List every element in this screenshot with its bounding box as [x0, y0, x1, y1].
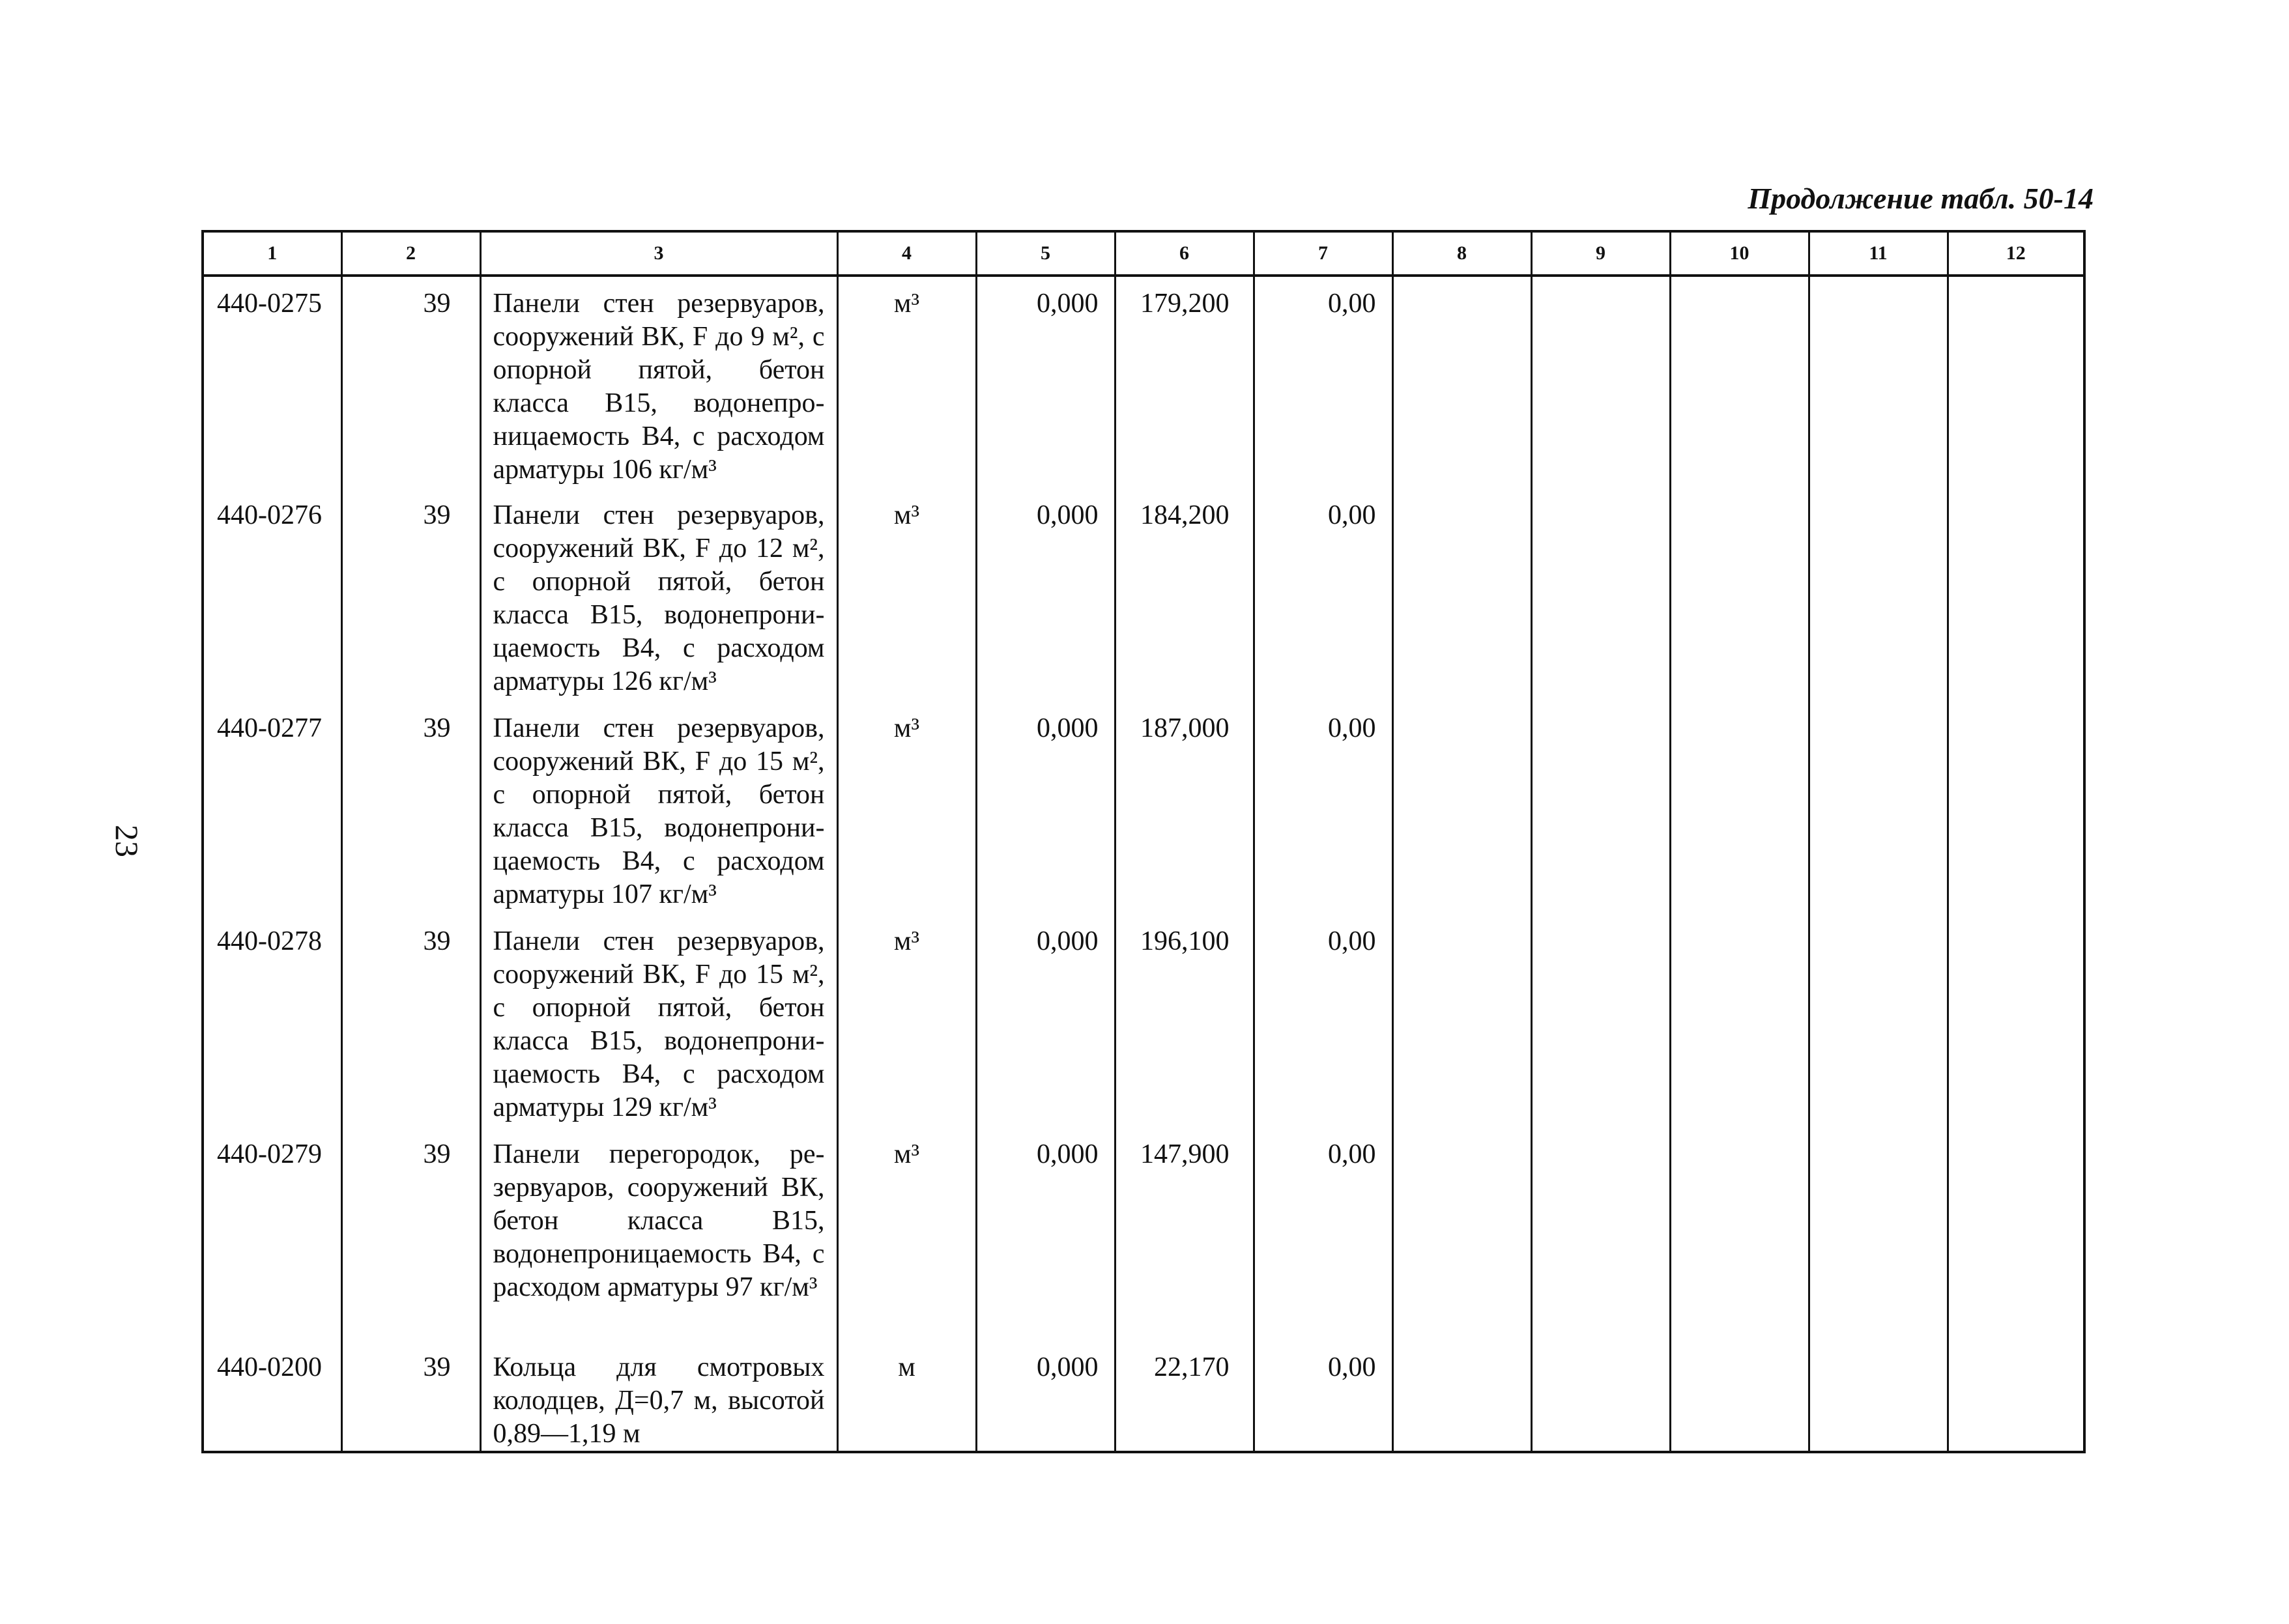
- column-header-9: 9: [1531, 231, 1670, 276]
- cell-col10: [1670, 1341, 1809, 1452]
- cell-description: Панели стен резервуаров, сооружений ВК, F до 15 м², с опорной пятой, бетон класса В15, водонепроницаемость В4, с расходом арматуры 107 кг/м³: [480, 702, 837, 915]
- cell-col5: 0,000: [976, 702, 1115, 915]
- table-row: [203, 915, 2084, 1128]
- cell-group: 39: [341, 1341, 480, 1452]
- column-header-6: 6: [1115, 231, 1254, 276]
- cell-col6: 184,200: [1115, 489, 1254, 702]
- cell-col9: [1531, 915, 1670, 1128]
- cell-unit: м³: [837, 915, 976, 1128]
- column-header-10: 10: [1670, 231, 1809, 276]
- table-row: [203, 1341, 2084, 1452]
- cell-col9: [1531, 276, 1670, 489]
- cell-col5: 0,000: [976, 489, 1115, 702]
- cell-col7: 0,00: [1254, 489, 1392, 702]
- cell-unit: м³: [837, 1128, 976, 1341]
- cell-col6: 187,000: [1115, 702, 1254, 915]
- cell-code: 440-0275: [203, 276, 341, 489]
- cell-description: Панели стен резервуаров, сооружений ВК, F до 15 м², с опорной пятой, бетон класса В15, водонепроницаемость В4, с расходом арматуры 129 кг/м³: [480, 915, 837, 1128]
- cell-col9: [1531, 702, 1670, 915]
- cell-code: 440-0200: [203, 1341, 341, 1452]
- cell-col9: [1531, 1341, 1670, 1452]
- cell-code: 440-0279: [203, 1128, 341, 1341]
- cell-col11: [1809, 276, 1948, 489]
- cell-col11: [1809, 1128, 1948, 1341]
- cell-description: Панели перегородок, резервуаров, сооружений ВК, бетон класса В15, водонепроницаемость В4, с расходом арматуры 97 кг/м³: [480, 1128, 837, 1341]
- table-caption: Продолжение табл. 50-14: [1748, 182, 2094, 215]
- cell-col10: [1670, 702, 1809, 915]
- cell-group: 39: [341, 489, 480, 702]
- cell-col10: [1670, 915, 1809, 1128]
- header-row: [203, 231, 2084, 276]
- cell-col6: 179,200: [1115, 276, 1254, 489]
- cell-col6: 196,100: [1115, 915, 1254, 1128]
- cell-col8: [1392, 276, 1531, 489]
- cell-group: 39: [341, 915, 480, 1128]
- column-header-12: 12: [1948, 231, 2084, 276]
- cell-unit: м³: [837, 276, 976, 489]
- column-header-2: 2: [341, 231, 480, 276]
- cell-col11: [1809, 489, 1948, 702]
- cell-unit: м³: [837, 489, 976, 702]
- cell-col7: 0,00: [1254, 276, 1392, 489]
- cell-col6: 147,900: [1115, 1128, 1254, 1341]
- table-row: [203, 1128, 2084, 1341]
- column-header-7: 7: [1254, 231, 1392, 276]
- cell-col10: [1670, 276, 1809, 489]
- column-header-11: 11: [1809, 231, 1948, 276]
- cell-code: 440-0277: [203, 702, 341, 915]
- cell-col8: [1392, 489, 1531, 702]
- cell-description: Панели стен резервуаров, сооружений ВК, F до 12 м², с опорной пятой, бетон класса В15, водонепроницаемость В4, с расходом арматуры 126 кг/м³: [480, 489, 837, 702]
- cell-col8: [1392, 702, 1531, 915]
- cell-col12: [1948, 1341, 2084, 1452]
- cell-description: Кольца для смотровых колодцев, Д=0,7 м, высотой 0,89—1,19 м: [480, 1341, 837, 1452]
- column-header-5: 5: [976, 231, 1115, 276]
- cell-col11: [1809, 1341, 1948, 1452]
- cell-col5: 0,000: [976, 1128, 1115, 1341]
- cell-col12: [1948, 276, 2084, 489]
- cell-code: 440-0276: [203, 489, 341, 702]
- cell-col9: [1531, 1128, 1670, 1341]
- cell-col7: 0,00: [1254, 1341, 1392, 1452]
- cell-col11: [1809, 915, 1948, 1128]
- cell-col12: [1948, 702, 2084, 915]
- cell-col12: [1948, 489, 2084, 702]
- cell-group: 39: [341, 276, 480, 489]
- cell-description: Панели стен резервуаров, сооружений ВК, F до 9 м², с опорной пятой, бетон класса В15, водонепроницаемость В4, с расходом арматуры 106 кг/м³: [480, 276, 837, 489]
- cell-unit: м³: [837, 702, 976, 915]
- column-header-4: 4: [837, 231, 976, 276]
- cell-col12: [1948, 915, 2084, 1128]
- price-table-container: [201, 230, 2086, 1453]
- cell-col5: 0,000: [976, 915, 1115, 1128]
- cell-col12: [1948, 1128, 2084, 1341]
- column-header-3: 3: [480, 231, 837, 276]
- cell-col8: [1392, 1341, 1531, 1452]
- cell-col8: [1392, 915, 1531, 1128]
- table-row: [203, 702, 2084, 915]
- cell-col7: 0,00: [1254, 702, 1392, 915]
- cell-col6: 22,170: [1115, 1341, 1254, 1452]
- table-row: [203, 276, 2084, 489]
- page-number: 23: [109, 825, 145, 857]
- cell-group: 39: [341, 702, 480, 915]
- cell-col5: 0,000: [976, 276, 1115, 489]
- price-table: [201, 230, 2086, 1453]
- cell-col7: 0,00: [1254, 915, 1392, 1128]
- cell-group: 39: [341, 1128, 480, 1341]
- cell-code: 440-0278: [203, 915, 341, 1128]
- cell-col7: 0,00: [1254, 1128, 1392, 1341]
- column-header-1: 1: [203, 231, 341, 276]
- cell-col5: 0,000: [976, 1341, 1115, 1452]
- table-row: [203, 489, 2084, 702]
- cell-col8: [1392, 1128, 1531, 1341]
- cell-col10: [1670, 489, 1809, 702]
- cell-col10: [1670, 1128, 1809, 1341]
- cell-col9: [1531, 489, 1670, 702]
- column-header-8: 8: [1392, 231, 1531, 276]
- cell-unit: м: [837, 1341, 976, 1452]
- cell-col11: [1809, 702, 1948, 915]
